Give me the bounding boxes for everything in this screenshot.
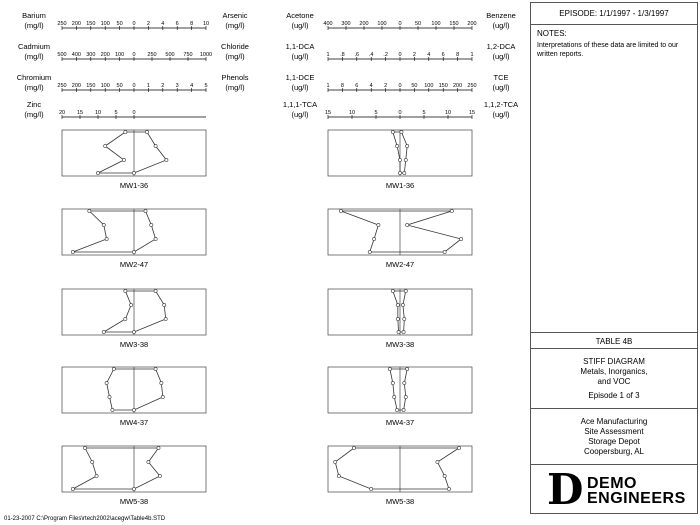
scale-tick-label: 1 [470, 52, 474, 58]
scale-tick-label: 8 [340, 83, 344, 89]
scale-tick-label: 10 [348, 110, 356, 116]
scale-tick-label: 150 [86, 83, 96, 89]
scale-tick-label: 100 [115, 52, 125, 58]
scale-tick-label: 100 [431, 21, 441, 27]
scale-tick-label: 50 [116, 21, 123, 27]
scale-tick-label: 0 [132, 110, 136, 116]
scale-tick-label: 100 [100, 83, 110, 89]
data-point [108, 395, 111, 398]
scale-tick-label: 250 [147, 52, 157, 58]
data-point [124, 317, 127, 320]
well-label: MW1-36 [385, 181, 415, 190]
data-point [391, 289, 394, 292]
well-label: MW3-38 [119, 340, 149, 349]
scale-tick-label: 0 [398, 110, 402, 116]
scale-tick-label: 4 [161, 21, 165, 27]
scale-tick-label: 8 [456, 52, 460, 58]
notes-title: NOTES: [537, 29, 567, 38]
well-label: MW2-47 [119, 260, 149, 269]
scale-tick-label: 6 [441, 52, 445, 58]
table-number-box [531, 333, 697, 349]
scale-tick-label: 150 [438, 83, 448, 89]
site-line: Storage Depot [588, 437, 640, 446]
well-label: MW1-36 [119, 181, 149, 190]
data-point [447, 487, 450, 490]
well-label: MW4-37 [119, 418, 149, 427]
title-block [530, 2, 698, 514]
data-point [436, 460, 439, 463]
scale-tick-label: 0 [398, 83, 402, 89]
data-point [334, 460, 337, 463]
scale-tick-label: .8 [340, 52, 345, 58]
scale-tick-label: 8 [190, 21, 194, 27]
data-point [71, 487, 74, 490]
param-name-right: Arsenic [222, 11, 248, 20]
scale-tick-label: 300 [341, 21, 351, 27]
param-name-right: 1,2-DCA [486, 42, 516, 51]
data-point [339, 209, 342, 212]
param-name-left: 1,1-DCE [285, 73, 315, 82]
scale-tick-label: 50 [116, 83, 123, 89]
data-point [150, 223, 153, 226]
scale-tick-label: 2 [412, 52, 416, 58]
data-point [154, 237, 157, 240]
param-name-left: Barium [22, 11, 46, 20]
param-name-right: Benzene [486, 11, 516, 20]
data-point [398, 158, 401, 161]
data-point [145, 130, 148, 133]
param-unit-left: (ug/l) [291, 83, 309, 92]
data-point [401, 303, 404, 306]
param-name-left: 1,1,1-TCA [282, 100, 318, 109]
notes-body: Interpretations of these data are limited to our written reports. [537, 42, 679, 58]
data-point [403, 171, 406, 174]
data-point [377, 223, 380, 226]
scale-tick-label: 300 [86, 52, 96, 58]
logo-line-1: DEMO [587, 475, 637, 492]
data-point [95, 474, 98, 477]
data-point [372, 237, 375, 240]
data-point [102, 223, 105, 226]
param-unit-left: (mg/l) [24, 52, 44, 61]
data-point [450, 209, 453, 212]
scale-tick-label: 500 [165, 52, 175, 58]
data-point [163, 303, 166, 306]
param-unit-right: (mg/l) [225, 21, 245, 30]
data-point [393, 395, 396, 398]
data-point [124, 130, 127, 133]
param-unit-right: (mg/l) [225, 52, 245, 61]
scale-tick-label: 500 [57, 52, 67, 58]
data-point [337, 474, 340, 477]
data-point [104, 144, 107, 147]
data-point [398, 171, 401, 174]
scale-tick-label: 100 [377, 21, 387, 27]
scale-tick-label: 200 [453, 83, 463, 89]
scale-tick-label: 200 [71, 21, 81, 27]
data-point [404, 289, 407, 292]
site-line: Coopersburg, AL [583, 447, 645, 456]
data-point [102, 330, 105, 333]
data-point [96, 171, 99, 174]
data-point [105, 237, 108, 240]
scale-tick-label: 1 [326, 52, 330, 58]
data-point [368, 250, 371, 253]
title-line: Metals, Inorganics, [580, 367, 648, 376]
data-point [71, 250, 74, 253]
data-point [161, 395, 164, 398]
param-unit-left: (mg/l) [24, 110, 44, 119]
scale-tick-label: 20 [58, 110, 66, 116]
scale-tick-label: 150 [86, 21, 96, 27]
scale-tick-label: 200 [359, 21, 369, 27]
site-line: Site Assessment [584, 427, 644, 436]
scale-tick-label: 250 [57, 21, 67, 27]
scale-tick-label: 3 [175, 83, 179, 89]
param-name-right: Chloride [221, 42, 249, 51]
data-point [396, 317, 399, 320]
scale-tick-label: 100 [100, 21, 110, 27]
scale-tick-label: 400 [323, 21, 333, 27]
data-point [443, 474, 446, 477]
data-point [404, 158, 407, 161]
file-path-footer: 01-23-2007 C:\Program Files\rtech2002\acegw\Table4b.STD [4, 516, 166, 522]
param-name-left: Chromium [16, 73, 52, 82]
data-point [460, 237, 463, 240]
data-point [403, 381, 406, 384]
data-point [402, 408, 405, 411]
data-point [396, 144, 399, 147]
data-point [154, 144, 157, 147]
data-point [147, 460, 150, 463]
scale-tick-label: 400 [71, 52, 81, 58]
data-point [406, 367, 409, 370]
data-point [111, 408, 114, 411]
stiff-polygon [341, 211, 461, 252]
diagram-title-box [531, 349, 697, 409]
scale-tick-label: 0 [132, 21, 136, 27]
data-point [397, 330, 400, 333]
data-point [370, 487, 373, 490]
data-point [130, 303, 133, 306]
param-unit-left: (ug/l) [291, 52, 309, 61]
well-label: MW2-47 [385, 260, 415, 269]
param-unit-right: (mg/l) [225, 83, 245, 92]
scale-tick-label: 0 [132, 52, 136, 58]
param-name-left: Cadmium [17, 42, 51, 51]
scale-tick-label: 4 [427, 52, 431, 58]
data-point [352, 446, 355, 449]
data-point [404, 395, 407, 398]
scale-tick-label: 10 [94, 110, 102, 116]
scale-tick-label: 250 [467, 83, 477, 89]
well-label: MW3-38 [385, 340, 415, 349]
data-point [132, 408, 135, 411]
data-point [132, 487, 135, 490]
data-point [132, 250, 135, 253]
param-unit-right: (ug/l) [492, 21, 510, 30]
data-point [402, 330, 405, 333]
scale-tick-label: 0 [398, 21, 402, 27]
data-point [403, 317, 406, 320]
data-point [132, 330, 135, 333]
data-point [391, 381, 394, 384]
data-point [144, 209, 147, 212]
scale-tick-label: 0 [132, 83, 136, 89]
episode-label: EPISODE: 1/1/1997 - 1/3/1997 [559, 9, 669, 18]
data-point [154, 367, 157, 370]
scale-tick-label: .4 [368, 52, 374, 58]
data-point [406, 223, 409, 226]
logo-text [587, 476, 686, 506]
site-line: Ace Manufacturing [580, 417, 648, 426]
param-unit-right: (ug/l) [492, 83, 510, 92]
data-point [165, 158, 168, 161]
stiff-polygon [107, 369, 163, 410]
data-point [122, 158, 125, 161]
title-line: STIFF DIAGRAM [583, 357, 645, 366]
data-point [396, 408, 399, 411]
data-point [124, 289, 127, 292]
scale-tick-label: .6 [354, 52, 360, 58]
scale-tick-label: 10 [202, 21, 210, 27]
scale-tick-label: 1 [146, 83, 150, 89]
data-point [391, 130, 394, 133]
data-point [164, 317, 167, 320]
scale-tick-label: 200 [467, 21, 477, 27]
company-logo [531, 465, 697, 513]
param-name-left: Zinc [26, 100, 42, 109]
stiff-polygon [393, 291, 406, 332]
scale-tick-label: 100 [424, 83, 434, 89]
stiff-polygon [73, 448, 160, 489]
scale-tick-label: 5 [374, 110, 378, 116]
scale-tick-label: 6 [355, 83, 359, 89]
scale-tick-label: 5 [204, 83, 208, 89]
title-line: and VOC [597, 377, 631, 386]
data-point [443, 250, 446, 253]
scale-tick-label: 2 [384, 83, 388, 89]
site-info-box [531, 409, 697, 465]
stiff-polygon [335, 448, 459, 489]
data-point [158, 474, 161, 477]
param-unit-right: (ug/l) [492, 52, 510, 61]
param-name-left: Acetone [286, 11, 314, 20]
scale-tick-label: 0 [398, 52, 402, 58]
scale-tick-label: 2 [161, 83, 165, 89]
stiff-polygon [104, 291, 166, 332]
well-label: MW4-37 [385, 418, 415, 427]
data-point [105, 381, 108, 384]
scale-tick-label: .2 [383, 52, 388, 58]
scale-tick-label: 1 [326, 83, 330, 89]
scale-tick-label: 150 [449, 21, 459, 27]
data-point [157, 446, 160, 449]
data-point [396, 303, 399, 306]
data-point [154, 289, 157, 292]
scale-tick-label: 200 [100, 52, 110, 58]
episode-box [531, 3, 697, 25]
scale-tick-label: 200 [71, 83, 81, 89]
scale-tick-label: 6 [175, 21, 179, 27]
param-name-right: TCE [493, 73, 509, 82]
data-point [160, 381, 163, 384]
stiff-polygon [390, 369, 407, 410]
stiff-polygon [98, 132, 166, 173]
logo-letter: D [547, 465, 584, 514]
data-point [400, 130, 403, 133]
scale-tick-label: 50 [414, 21, 422, 27]
param-name-left: 1,1-DCA [285, 42, 315, 51]
well-label: MW5-38 [385, 497, 415, 506]
data-point [88, 209, 91, 212]
notes-box [531, 25, 697, 333]
scale-tick-label: 15 [324, 110, 332, 116]
scale-tick-label: 250 [57, 83, 67, 89]
data-point [112, 367, 115, 370]
scale-tick-label: 4 [369, 83, 373, 89]
scale-tick-label: 1000 [199, 52, 213, 58]
scale-tick-label: 15 [468, 110, 476, 116]
scale-tick-label: 4 [190, 83, 194, 89]
param-unit-left: (ug/l) [291, 110, 309, 119]
param-unit-left: (mg/l) [24, 83, 44, 92]
scale-tick-label: 5 [422, 110, 426, 116]
param-name-right: Phenols [221, 73, 249, 82]
stiff-polygon [73, 211, 156, 252]
scale-tick-label: 15 [76, 110, 84, 116]
data-point [132, 171, 135, 174]
title-line: Episode 1 of 3 [588, 391, 640, 400]
scale-tick-label: 10 [444, 110, 452, 116]
data-point [406, 144, 409, 147]
logo-line-2: ENGINEERS [587, 490, 686, 507]
data-point [83, 446, 86, 449]
param-unit-left: (mg/l) [24, 21, 44, 30]
well-label: MW5-38 [119, 497, 149, 506]
scale-tick-label: 2 [146, 21, 150, 27]
scale-tick-label: 5 [114, 110, 118, 116]
data-point [457, 446, 460, 449]
data-point [388, 367, 391, 370]
scale-tick-label: 750 [183, 52, 193, 58]
table-label: TABLE 4B [595, 337, 633, 346]
scale-tick-label: 50 [411, 83, 418, 89]
param-name-right: 1,1,2-TCA [483, 100, 519, 109]
data-point [91, 460, 94, 463]
param-unit-right: (ug/l) [492, 110, 510, 119]
param-unit-left: (ug/l) [291, 21, 309, 30]
